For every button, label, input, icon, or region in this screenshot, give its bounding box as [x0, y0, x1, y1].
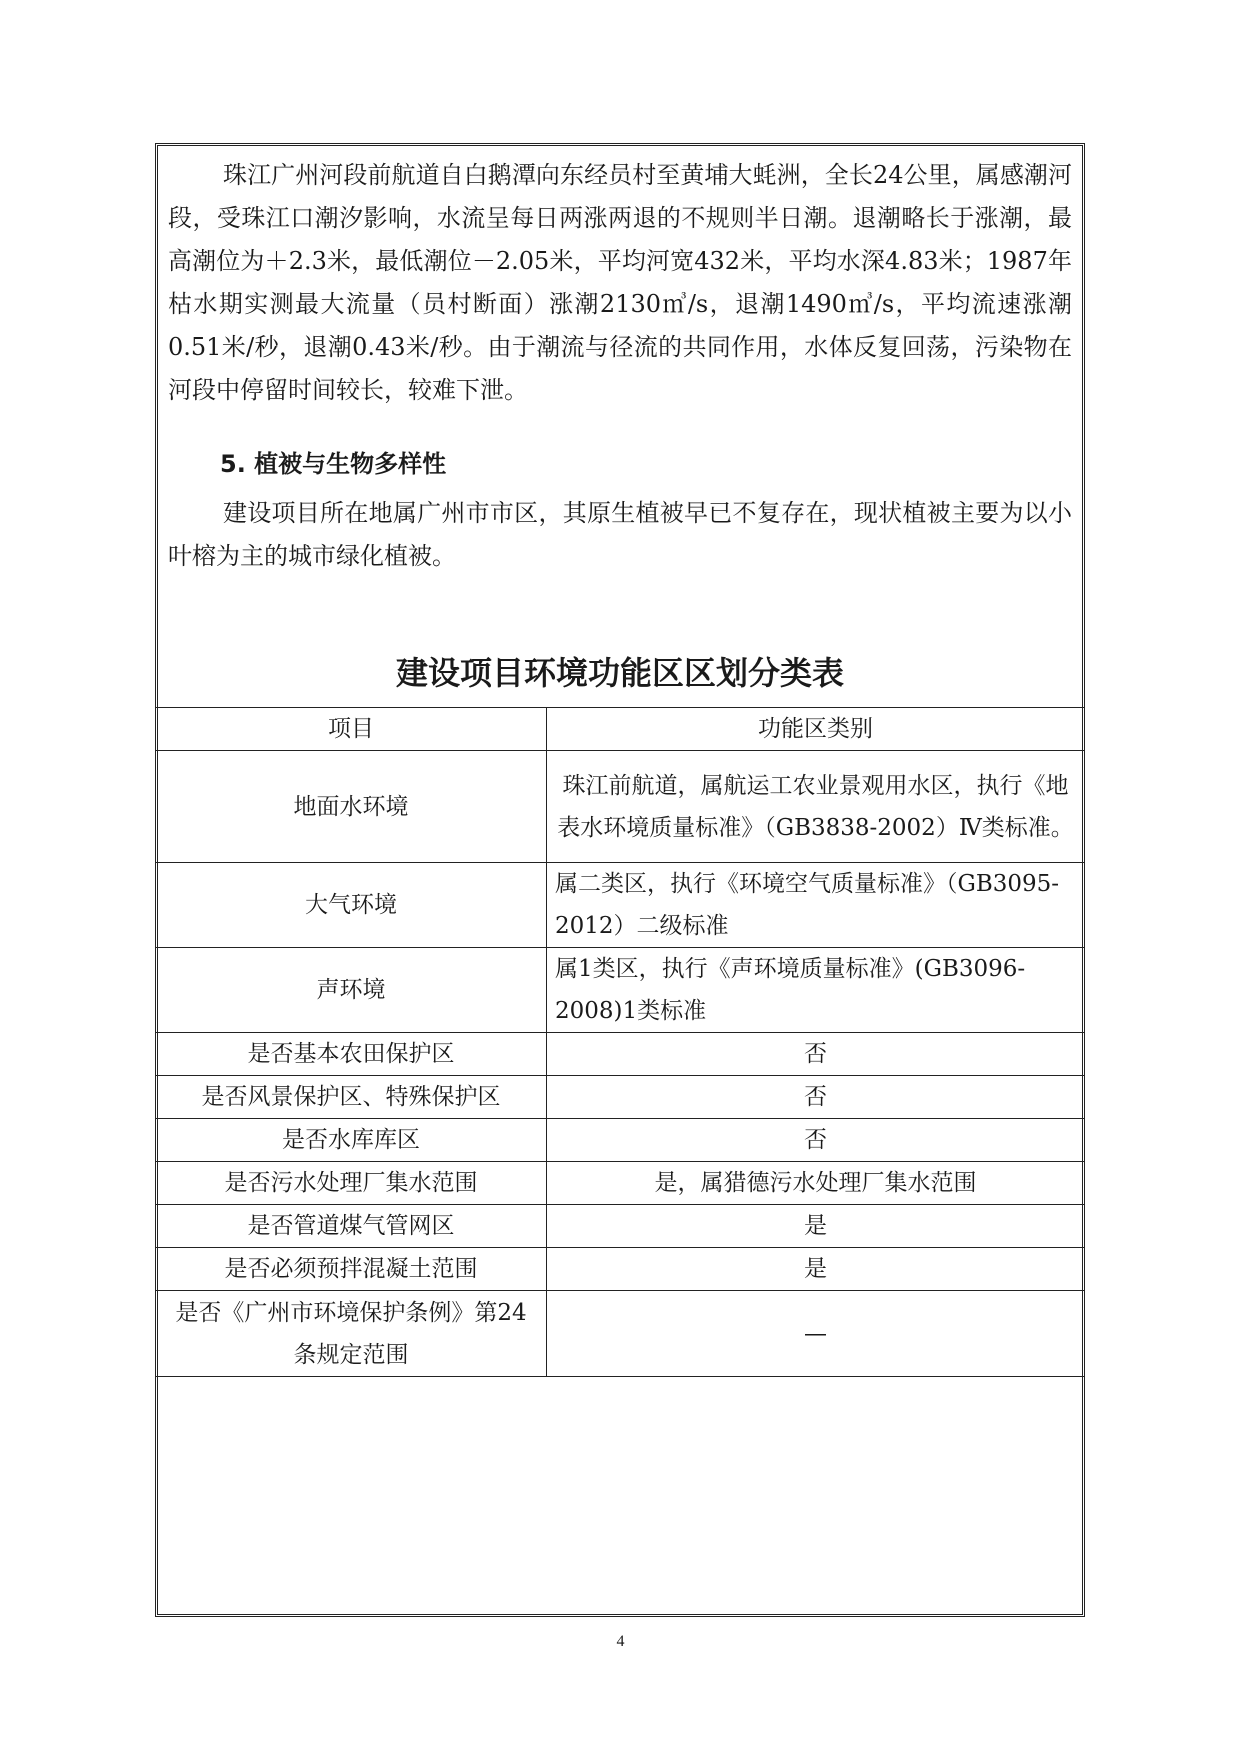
table-title: 建设项目环境功能区区划分类表 — [395, 654, 844, 692]
table-row — [156, 863, 1085, 948]
row-item: 是否水库库区 — [156, 1119, 547, 1162]
row-item: 大气环境 — [156, 863, 547, 948]
row-item: 地面水环境 — [156, 751, 547, 863]
vegetation-paragraph: 建设项目所在地属广州市市区，其原生植被早已不复存在，现状植被主要为以小叶榕为主的城市绿化植被。 — [168, 499, 1072, 570]
row-value: 是，属猎德污水处理厂集水范围 — [547, 1162, 1085, 1205]
table-row — [156, 1119, 1085, 1162]
row-item: 是否风景保护区、特殊保护区 — [156, 1076, 547, 1119]
table-row — [156, 1033, 1085, 1076]
page-frame — [155, 143, 1085, 1617]
row-item: 是否基本农田保护区 — [156, 1033, 547, 1076]
table-row — [156, 948, 1085, 1033]
table-row — [156, 1248, 1085, 1291]
row-item: 是否必须预拌混凝土范围 — [156, 1248, 547, 1291]
row-value: 是 — [547, 1248, 1085, 1291]
page-number: 4 — [616, 1633, 625, 1650]
row-value: 否 — [547, 1076, 1085, 1119]
row-item: 声环境 — [156, 948, 547, 1033]
header-category: 功能区类别 — [547, 708, 1085, 751]
function-zone-table — [155, 707, 1085, 1377]
row-value: 否 — [547, 1033, 1085, 1076]
table-header-row — [156, 708, 1085, 751]
row-value: 珠江前航道，属航运工农业景观用水区，执行《地表水环境质量标准》（GB3838-2002）Ⅳ类标准。 — [547, 751, 1085, 863]
hydrology-paragraph: 珠江广州河段前航道自白鹅潭向东经员村至黄埔大蚝洲，全长24公里，属感潮河段，受珠江口潮汐影响，水流呈每日两涨两退的不规则半日潮。退潮略长于涨潮，最高潮位为＋2.3米，最低潮位－2.05米，平均河宽432米，平均水深4.83米；1987年枯水期实测最大流量（员村断面）涨潮2130㎥/s，退潮1490㎥/s，平均流速涨潮0.51米/秒，退潮0.43米/秒。由于潮流与径流的共同作用，水体反复回荡，污染物在河段中停留时间较长，较难下泄。 — [168, 161, 1072, 404]
row-value: 否 — [547, 1119, 1085, 1162]
table-row — [156, 1162, 1085, 1205]
row-item: 是否管道煤气管网区 — [156, 1205, 547, 1248]
row-item: 是否污水处理厂集水范围 — [156, 1162, 547, 1205]
header-item: 项目 — [156, 708, 547, 751]
table-row — [156, 1076, 1085, 1119]
row-item: 是否《广州市环境保护条例》第24条规定范围 — [156, 1291, 547, 1377]
table-row — [156, 751, 1085, 863]
table-row — [156, 1205, 1085, 1248]
row-value: 属二类区，执行《环境空气质量标准》（GB3095-2012）二级标准 — [547, 863, 1085, 948]
row-value: — — [547, 1291, 1085, 1377]
vegetation-heading: 5. 植被与生物多样性 — [220, 450, 447, 478]
row-value: 是 — [547, 1205, 1085, 1248]
row-value: 属1类区，执行《声环境质量标准》(GB3096-2008)1类标准 — [547, 948, 1085, 1033]
table-row — [156, 1291, 1085, 1377]
